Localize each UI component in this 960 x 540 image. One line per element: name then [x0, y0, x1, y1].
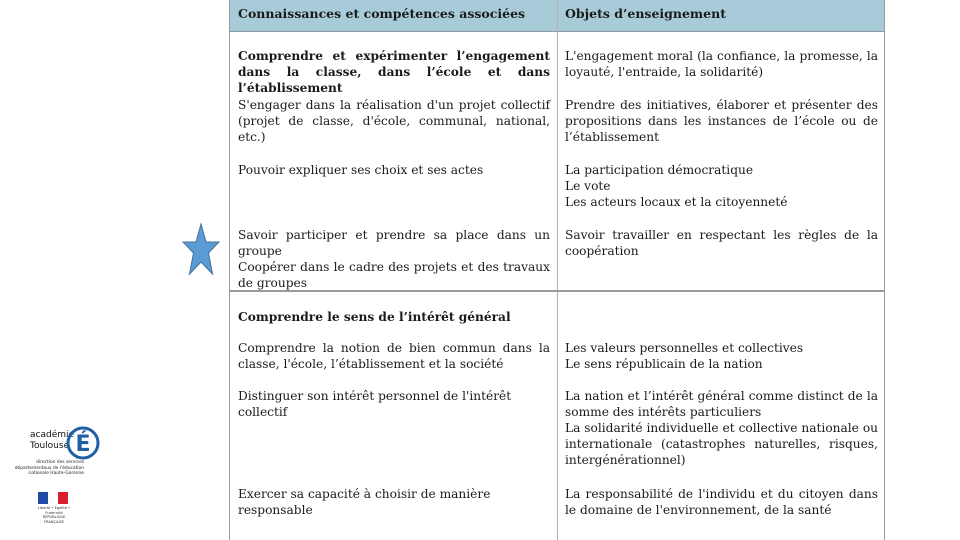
table-cell-group	[238, 227, 550, 291]
list-item: Coopérer dans le cadre des projets et des travaux de groupes	[238, 260, 550, 290]
table-cell-group	[565, 162, 878, 210]
table-cell: Savoir travailler en respectant les règles de la coopération	[565, 228, 878, 258]
list-item: Le vote	[565, 179, 611, 193]
table-cell: Prendre des initiatives, élaborer et présenter des propositions dans les instances de l’école ou de l’établissement	[565, 98, 878, 144]
academie-logo	[12, 410, 104, 522]
table-cell: La responsabilité de l'individu et du citoyen dans le domaine de l'environnement, de la santé	[565, 487, 878, 517]
table-cell: Distinguer son intérêt personnel de l'intérêt collectif	[238, 389, 512, 419]
list-item: La participation démocratique	[565, 163, 754, 177]
header-competences: Connaissances et compétences associées	[238, 6, 526, 21]
section-title: Comprendre le sens de l’intérêt général	[238, 310, 511, 324]
list-item: Le sens républicain de la nation	[565, 357, 763, 371]
list-item: La nation et l’intérêt général comme distinct de la somme des intérêts particuliers	[565, 389, 878, 419]
column-divider	[557, 0, 558, 540]
header-objets: Objets d’enseignement	[565, 6, 726, 21]
table-cell: L'engagement moral (la confiance, la promesse, la loyauté, l'entraide, la solidarité)	[565, 49, 878, 79]
list-item: Savoir participer et prendre sa place dans un groupe	[238, 228, 550, 258]
logo-line1: académie	[30, 430, 75, 440]
table-cell: Exercer sa capacité à choisir de manière responsable	[238, 487, 491, 517]
list-item: Les acteurs locaux et la citoyenneté	[565, 195, 788, 209]
table-cell: Comprendre la notion de bien commun dans la classe, l'école, l’établissement et la société	[238, 341, 550, 371]
logo-republique: Liberté • Égalité • Fraternité RÉPUBLIQUE FRANÇAISE	[37, 506, 71, 524]
table-cell: Pouvoir expliquer ses choix et ses actes	[238, 163, 484, 177]
table-cell-group	[565, 340, 878, 372]
french-flag-icon	[38, 492, 68, 504]
list-item: La solidarité individuelle et collective nationale ou internationale (catastrophes naturelles, risques, intergénérationnel)	[565, 421, 878, 467]
curriculum-table	[229, 0, 885, 540]
table-cell: S'engager dans la réalisation d'un projet collectif (projet de classe, d'école, communal, national, etc.)	[238, 98, 550, 144]
logo-big-letter: É	[75, 432, 91, 457]
logo-e-mark	[66, 418, 100, 462]
logo-subtitle: direction des services départementaux de l'éducation nationale Haute-Garonne	[14, 460, 84, 476]
star-icon	[182, 222, 220, 276]
list-item: Les valeurs personnelles et collectives	[565, 341, 804, 355]
table-cell-group	[565, 388, 878, 468]
table-cell: Comprendre et expérimenter l’engagement dans la classe, dans l’école et dans l’établissement	[238, 49, 550, 95]
logo-line2: Toulouse	[30, 441, 70, 451]
